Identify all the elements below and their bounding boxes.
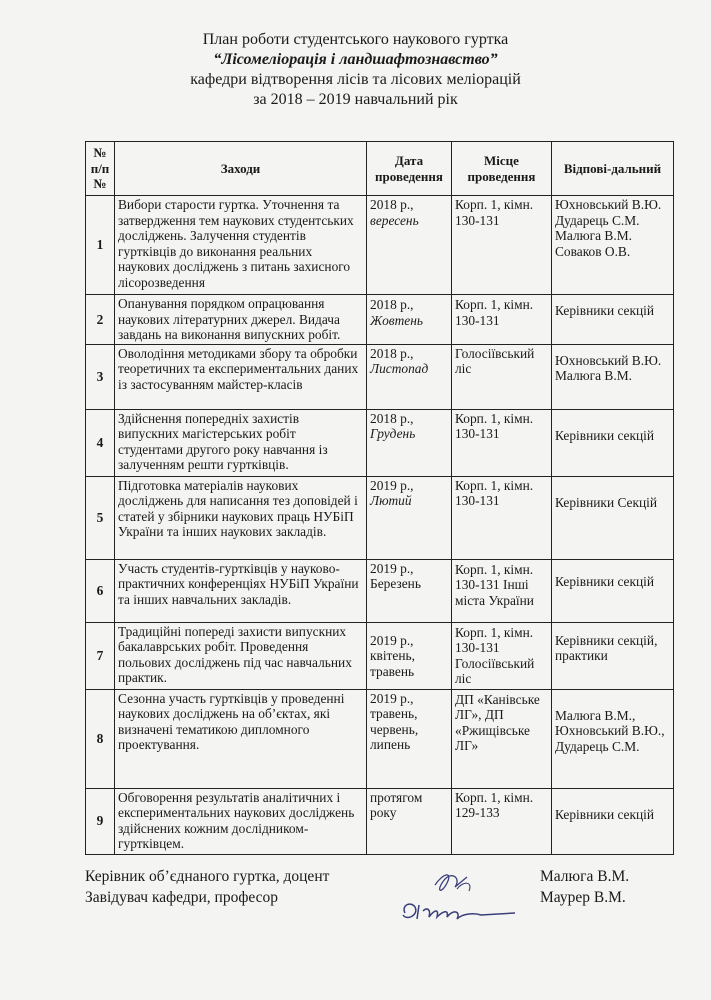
- date-month: Лютий: [370, 493, 412, 508]
- table-row: [86, 344, 674, 409]
- chair-name: Маурер В.М.: [540, 889, 626, 906]
- document-header: [0, 30, 711, 110]
- row-place: Корп. 1, кімн. 129-133: [452, 788, 552, 854]
- row-measure: Вибори старости гуртка. Уточнення та затвердження тем наукових студентських досліджень. Залучення студентів гуртківців до виконання реальних наукових досліджень з питань захисного лісорозведення: [115, 196, 367, 295]
- plan-title: План роботи студентського наукового гуртка: [202, 31, 509, 48]
- table-row: [86, 788, 674, 854]
- date-year: 2019 р.,: [370, 477, 414, 493]
- row-responsible: Юхновський В.Ю. Дударець С.М. Малюга В.М. Соваков О.В.: [552, 196, 674, 295]
- club-name: “Лісомеліорація і ландшафтознавство”: [213, 51, 498, 68]
- date-year: протягом: [370, 789, 423, 805]
- row-measure: Оволодіння методиками збору та обробки теоретичних та експериментальних даних із застосуванням майстер-класів: [115, 344, 367, 409]
- date-year: 2018 р.,: [370, 197, 414, 212]
- row-number: 5: [86, 476, 115, 559]
- row-date: [367, 476, 452, 559]
- row-measure: Сезонна участь гуртківців у проведенні наукових досліджень на об’єктах, які визначені тематикою дипломного проектування.: [115, 689, 367, 788]
- row-measure: Традиційні попереді захисти випускних бакалаврських робіт. Проведення польових досліджень під час навчальних практик.: [115, 622, 367, 689]
- col-header-place: Місце проведення: [452, 142, 552, 196]
- academic-year: за 2018 – 2019 навчальний рік: [253, 91, 458, 108]
- table-row: [86, 622, 674, 689]
- row-date: [367, 196, 452, 295]
- date-month: травень, червень, липень: [370, 706, 419, 752]
- row-number: 9: [86, 788, 115, 854]
- row-place: Голосіївський ліс: [452, 344, 552, 409]
- row-responsible: Юхновський В.Ю. Малюга В.М.: [552, 344, 674, 409]
- row-date: [367, 689, 452, 788]
- date-year: 2019 р.,: [370, 632, 414, 648]
- row-responsible: Керівники секцій: [552, 788, 674, 854]
- head-title: Керівник об’єднаного гуртка, доцент: [85, 868, 330, 885]
- row-place: Корп. 1, кімн. 130-131: [452, 196, 552, 295]
- row-measure: Обговорення результатів аналітичних і експериментальних наукових досліджень здійснених кожним дослідником-гуртківцем.: [115, 788, 367, 854]
- department-name: кафедри відтворення лісів та лісових меліорацій: [190, 71, 521, 88]
- date-year: 2018 р.,: [370, 297, 414, 312]
- row-responsible: Керівники секцій: [552, 295, 674, 345]
- row-number: 3: [86, 344, 115, 409]
- row-place: Корп. 1, кімн. 130-131: [452, 409, 552, 476]
- date-year: 2019 р.,: [370, 690, 414, 706]
- row-responsible: Керівники секцій: [552, 409, 674, 476]
- row-responsible: Керівники Секцій: [552, 476, 674, 559]
- table-row: [86, 476, 674, 559]
- col-header-date: Дата проведення: [367, 142, 452, 196]
- row-place: Корп. 1, кімн. 130-131 Голосіївський ліс: [452, 622, 552, 689]
- handwritten-signatures: [395, 865, 535, 925]
- date-month: Березень: [370, 576, 421, 591]
- table-row: [86, 559, 674, 622]
- plan-table: [85, 141, 674, 855]
- date-year: 2018 р.,: [370, 345, 414, 361]
- date-year: 2018 р.,: [370, 410, 414, 426]
- date-month: Листопад: [370, 361, 429, 376]
- row-date: [367, 295, 452, 345]
- row-place: Корп. 1, кімн. 130-131: [452, 295, 552, 345]
- table-row: [86, 689, 674, 788]
- row-date: [367, 788, 452, 854]
- row-number: 4: [86, 409, 115, 476]
- row-number: 8: [86, 689, 115, 788]
- row-date: [367, 622, 452, 689]
- date-month: Жовтень: [370, 312, 423, 328]
- row-measure: Участь студентів-гуртківців у науково-практичних конференціях НУБіП України та інших навчальних закладів.: [115, 559, 367, 622]
- col-header-responsible: Відпові-дальний: [552, 142, 674, 196]
- table-row: [86, 196, 674, 295]
- table-header-row: [86, 142, 674, 196]
- col-header-measures: Заходи: [115, 142, 367, 196]
- table-row: [86, 295, 674, 345]
- row-place: Корп. 1, кімн. 130-131: [452, 476, 552, 559]
- row-place: ДП «Канівське ЛГ», ДП «Ржищівське ЛГ»: [452, 689, 552, 788]
- date-month: вересень: [370, 212, 419, 228]
- head-name: Малюга В.М.: [540, 868, 630, 885]
- row-number: 7: [86, 622, 115, 689]
- row-measure: Здійснення попередніх захистів випускних магістерських робіт студентами другого року навчання із залученням решти гуртківців.: [115, 409, 367, 476]
- date-month: року: [370, 805, 397, 820]
- row-place: Корп. 1, кімн. 130-131 Інші міста України: [452, 559, 552, 622]
- row-date: [367, 344, 452, 409]
- row-responsible: Керівники секцій: [552, 559, 674, 622]
- date-month: квітень, травень: [370, 648, 415, 679]
- row-number: 1: [86, 196, 115, 295]
- row-date: [367, 559, 452, 622]
- row-measure: Опанування порядком опрацювання наукових літературних джерел. Видача завдань на виконання випускних робіт.: [115, 295, 367, 345]
- date-month: Грудень: [370, 426, 416, 441]
- table-row: [86, 409, 674, 476]
- row-number: 2: [86, 295, 115, 345]
- chair-title: Завідувач кафедри, професор: [85, 889, 279, 906]
- row-responsible: Керівники секцій, практики: [552, 622, 674, 689]
- row-date: [367, 409, 452, 476]
- col-header-num: № п/п №: [86, 142, 115, 196]
- row-measure: Підготовка матеріалів наукових досліджень для написання тез доповідей і статей у збірники наукових праць НУБіП України та інших наукових закладів.: [115, 476, 367, 559]
- date-year: 2019 р.,: [370, 560, 414, 576]
- row-number: 6: [86, 559, 115, 622]
- row-responsible: Малюга В.М., Юхновський В.Ю., Дударець С.М.: [552, 689, 674, 788]
